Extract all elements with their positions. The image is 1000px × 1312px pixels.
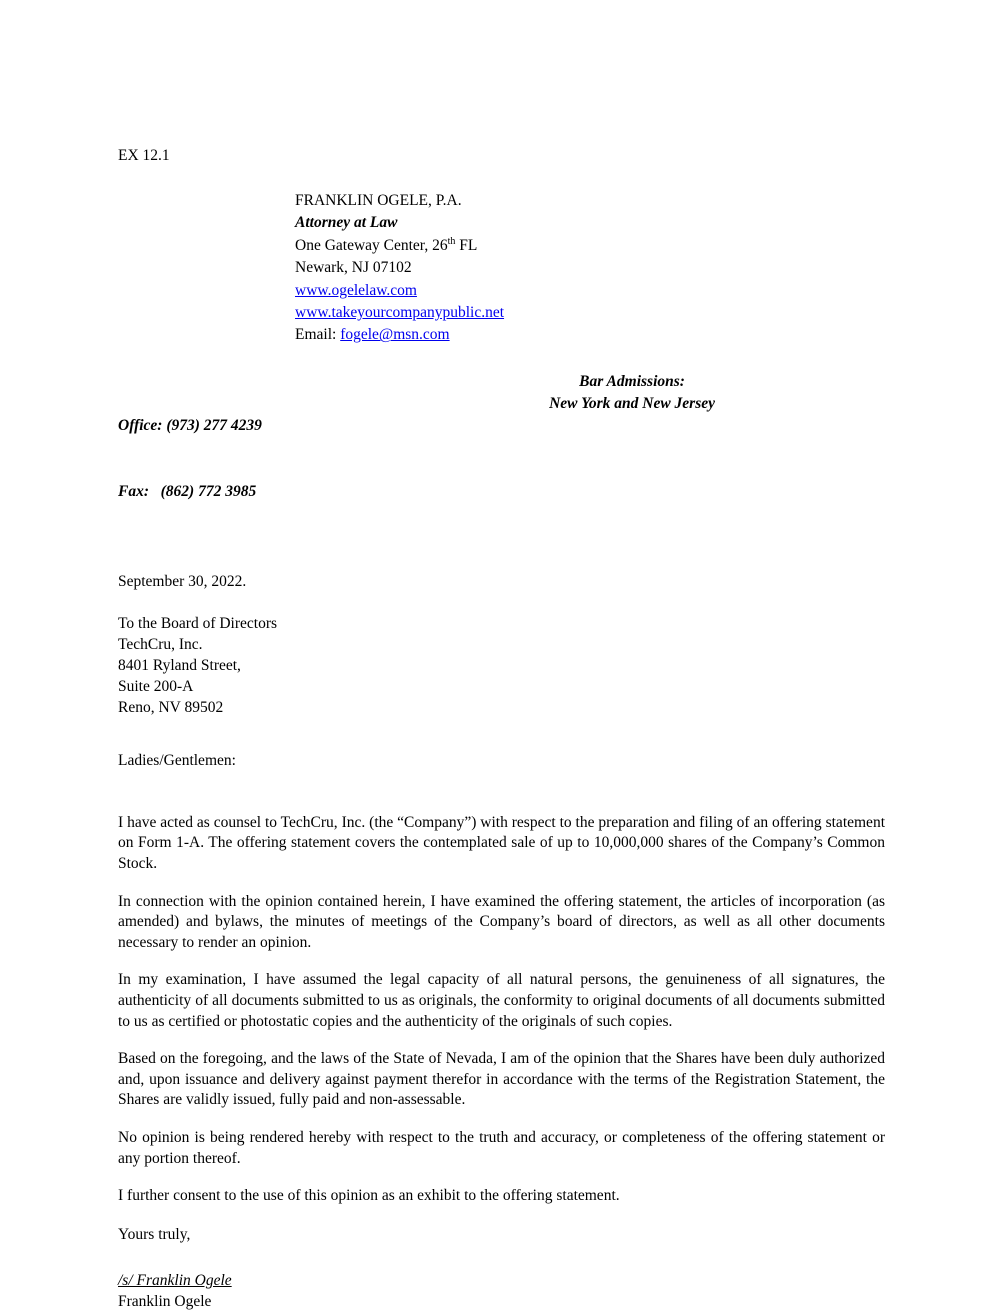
- signature: /s/ Franklin Ogele: [118, 1271, 232, 1289]
- paragraph-documents-examined: In connection with the opinion contained herein, I have examined the offering statement, the articles of incorporation (as amended) and bylaws, the minutes of meetings of the Company’s board of directors, as well as all other documents necessary to render an opinion.: [118, 892, 885, 951]
- letter-date: September 30, 2022.: [118, 572, 247, 590]
- exhibit-number: EX 12.1: [118, 147, 170, 164]
- signer-name: Franklin Ogele: [118, 1292, 212, 1310]
- phone-block: [118, 371, 262, 547]
- recipient-block: [118, 613, 885, 718]
- recipient-line: 8401 Ryland Street,: [118, 656, 241, 674]
- floor-ordinal-suffix: th: [447, 235, 456, 247]
- paragraph-no-opinion: No opinion is being rendered hereby with respect to the truth and accuracy, or completeness of the offering statement or any portion thereof.: [118, 1128, 885, 1167]
- address-line-2: Newark, NJ 07102: [295, 259, 412, 277]
- paragraph-assumptions: In my examination, I have assumed the legal capacity of all natural persons, the genuineness of all signatures, the authenticity of all documents submitted to us as originals, the conformity to original documents of all documents submitted to us as certified or photostatic copies and the authenticity of the originals of such copies.: [118, 971, 885, 1030]
- firm-name: FRANKLIN OGELE, P.A.: [295, 192, 462, 209]
- salutation: Ladies/Gentlemen:: [118, 751, 236, 769]
- email-line: [295, 324, 885, 346]
- recipient-line: Suite 200-A: [118, 677, 194, 695]
- website-line-1: [295, 280, 885, 302]
- bar-admissions-value: New York and New Jersey: [549, 394, 715, 412]
- address-floor: FL: [455, 236, 478, 254]
- website-link-2[interactable]: www.takeyourcompanypublic.net: [295, 304, 505, 322]
- fax-number: Fax: (862) 772 3985: [118, 482, 257, 500]
- paragraph-opinion: Based on the foregoing, and the laws of the State of Nevada, I am of the opinion that the Shares have been duly authorized and, upon issuance and delivery against payment therefor in accordance with the terms of the Registration Statement, the Shares are validly issued, fully paid and non-assessable.: [118, 1050, 885, 1109]
- letterhead: [295, 190, 885, 347]
- recipient-line: To the Board of Directors: [118, 614, 278, 632]
- website-link-1[interactable]: www.ogelelaw.com: [295, 281, 417, 299]
- email-link[interactable]: fogele@msn.com: [340, 326, 450, 344]
- address-street: One Gateway Center, 26: [295, 236, 448, 254]
- bar-admissions-label: Bar Admissions:: [579, 372, 685, 390]
- email-label: Email:: [295, 326, 341, 344]
- website-line-2: [295, 302, 885, 324]
- contact-row: [118, 371, 885, 547]
- paragraph-counsel: I have acted as counsel to TechCru, Inc. (the “Company”) with respect to the preparation and filing of an offering statement on Form 1-A. The offering statement covers the contemplated sale of up to 10,000,000 shares of the Company’s Common Stock.: [118, 813, 885, 873]
- recipient-line: TechCru, Inc.: [118, 635, 203, 653]
- letter-body: [118, 813, 885, 1207]
- closing: Yours truly,: [118, 1225, 191, 1243]
- recipient-line: Reno, NV 89502: [118, 698, 224, 716]
- firm-title: Attorney at Law: [295, 214, 398, 232]
- address-line-1: [295, 235, 885, 257]
- office-phone: Office: (973) 277 4239: [118, 416, 262, 434]
- paragraph-consent: I further consent to the use of this opinion as an exhibit to the offering statement.: [118, 1187, 620, 1205]
- bar-admissions-block: [549, 371, 715, 547]
